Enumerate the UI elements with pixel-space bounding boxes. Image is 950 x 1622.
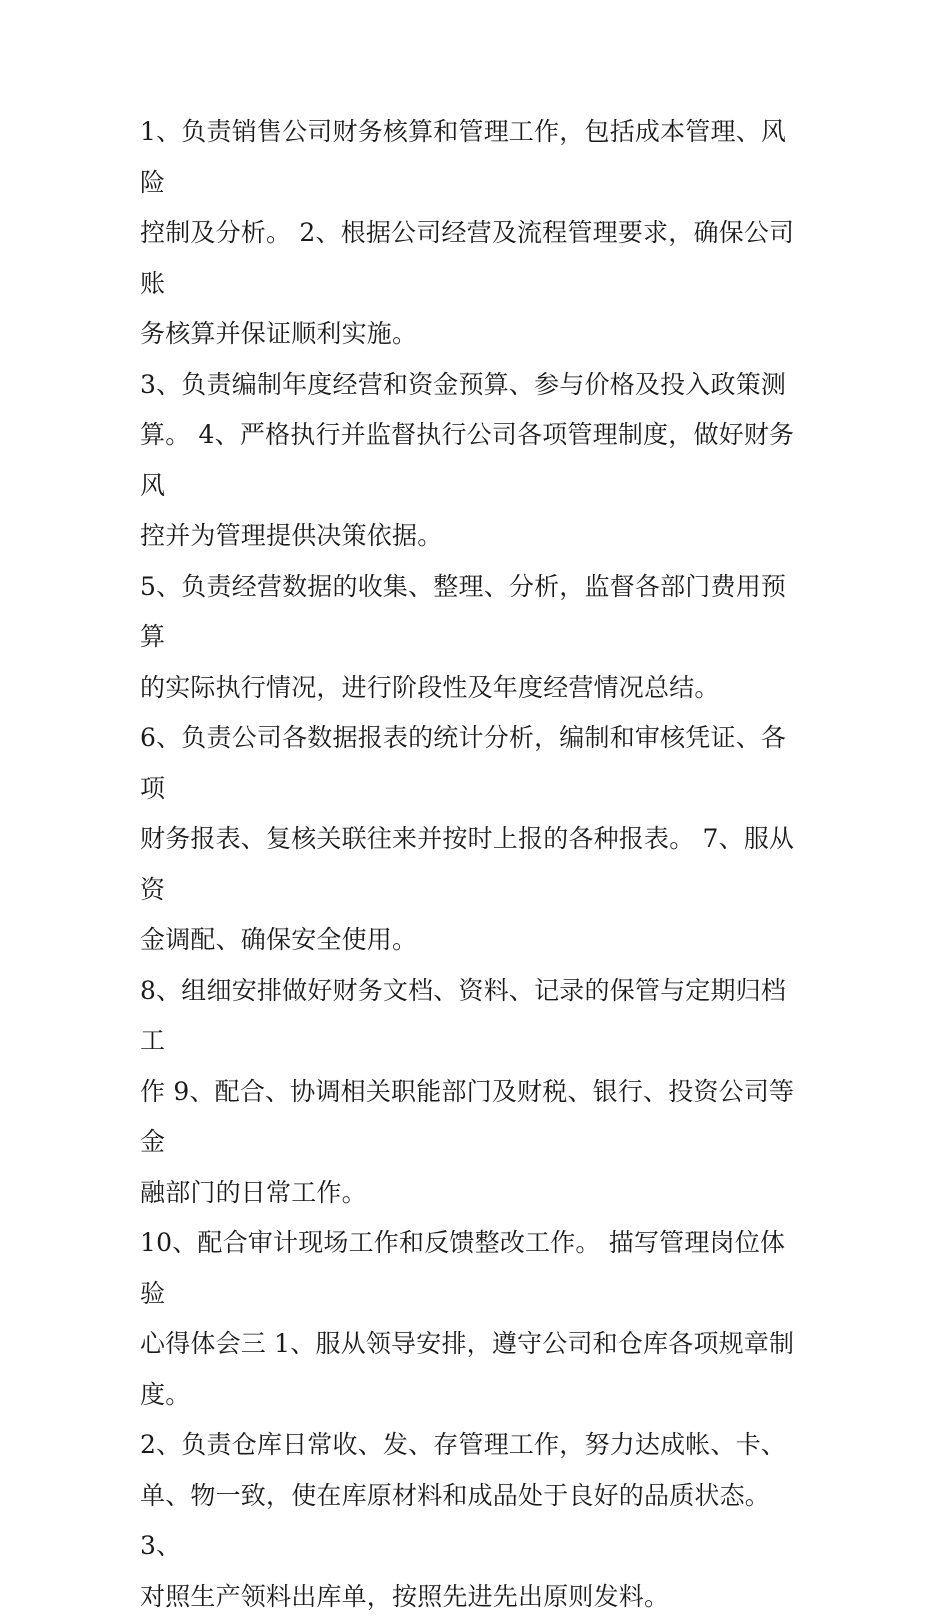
paragraph-1: 1、负责销售公司财务核算和管理工作，包括成本管理、风险 控制及分析。 2、根据公司经营及流程管理要求，确保公司账 务核算并保证顺利实施。 [140,117,795,348]
paragraph-5: 8、组细安排做好财务文档、资料、记录的保管与定期归档工 作 9、配合、协调相关职能部门及财税、银行、投资公司等金 融部门的日常工作。 [140,975,795,1207]
paragraph-3: 5、负责经营数据的收集、整理、分析，监督各部门费用预算 的实际执行情况，进行阶段性及年度经营情况总结。 [140,571,787,702]
paragraph-4: 6、负责公司各数据报表的统计分析，编制和审核凭证、各项 财务报表、复核关联往来并按时上报的各种报表。 7、服从资 金调配、确保安全使用。 [140,723,795,954]
paragraph-6: 10、配合审计现场工作和反馈整改工作。 描写管理岗位体验 心得体会三 1、服从领导安排，遵守公司和仓库各项规章制 度。 [140,1228,795,1409]
document-body [140,107,810,1622]
paragraph-7: 2、负责仓库日常收、发、存管理工作，努力达成帐、卡、 单、物一致，使在库原材料和成品处于良好的品质状态。 3、 对照生产领料出库单，按照先进先出原则发料。 [140,1430,787,1611]
paragraph-2: 3、负责编制年度经营和资金预算、参与价格及投入政策测 算。 4、严格执行并监督执行公司各项管理制度，做好财务风 控并为管理提供决策依据。 [140,369,795,550]
